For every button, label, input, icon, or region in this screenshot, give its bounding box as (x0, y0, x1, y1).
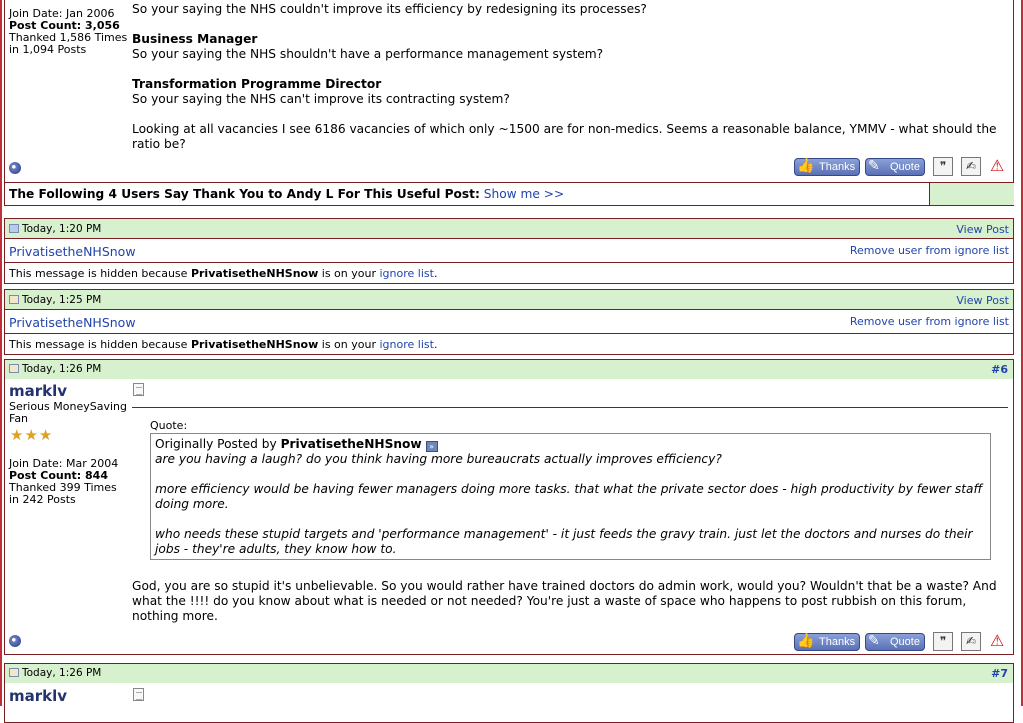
post-heading: Business Manager (132, 32, 258, 46)
thanks-bar-text: The Following 4 Users Say Thank You to Andy L For This Useful Post: (9, 187, 480, 201)
thanks-bar-cell (929, 183, 1014, 205)
thanks-label: Thanks (819, 161, 856, 173)
post-line: So your saying the NHS can't improve its contracting system? (132, 92, 510, 106)
quote-button[interactable] (865, 158, 925, 176)
post-header (5, 664, 1013, 683)
post-icon (9, 224, 19, 233)
thanked-count: Thanked 399 Times (9, 481, 117, 494)
post-line: So your saying the NHS couldn't improve its efficiency by redesigning its processes? (132, 2, 647, 16)
ignore-list-link[interactable]: ignore list (379, 338, 434, 351)
post-icon (9, 295, 19, 304)
edit-post-icon[interactable]: ✍ (961, 632, 981, 651)
post-header (5, 290, 1013, 310)
user-info (9, 458, 129, 506)
quote-icon: ✎ (868, 157, 880, 173)
online-status-icon (9, 635, 21, 647)
post-divider (132, 407, 1008, 408)
username-link[interactable]: marklv (9, 687, 68, 705)
post-document-icon (133, 383, 144, 396)
post-header (5, 219, 1013, 239)
user-info (9, 8, 129, 56)
join-date: Join Date: Jan 2006 (9, 7, 115, 20)
ignored-post (4, 289, 1014, 355)
thanked-posts: in 1,094 Posts (9, 43, 87, 56)
username-link[interactable]: marklv (9, 382, 68, 400)
post-heading: Transformation Programme Director (132, 77, 382, 91)
quote-label: Quote: (150, 419, 188, 432)
online-status-icon (9, 162, 21, 174)
quote-button[interactable] (865, 633, 925, 651)
multi-quote-icon[interactable]: ❞ (933, 157, 953, 176)
quote-box (150, 433, 991, 560)
star-icon: ★ (24, 426, 39, 444)
edit-post-icon[interactable]: ✍ (961, 157, 981, 176)
quote-icon: ✎ (868, 632, 880, 648)
post-document-icon (133, 688, 144, 701)
view-original-icon[interactable]: » (426, 441, 438, 452)
hidden-message: This message is hidden because PrivatisetheNHSnow is on your ignore list. (9, 338, 438, 351)
report-post-icon[interactable]: ⚠ (990, 631, 1005, 650)
post-5 (4, 0, 1014, 183)
post-number-link[interactable]: #6 (991, 363, 1008, 376)
post-icon (9, 668, 19, 677)
thumbs-up-icon: 👍 (797, 632, 815, 648)
post-count: Post Count: 844 (9, 469, 108, 482)
quote-label: Quote (890, 161, 920, 173)
view-post-link[interactable]: View Post (956, 223, 1009, 236)
ignored-username[interactable]: PrivatisetheNHSnow (9, 315, 136, 330)
quote-label: Quote (890, 636, 920, 648)
thanks-button[interactable] (794, 158, 860, 176)
multi-quote-icon[interactable]: ❞ (933, 632, 953, 651)
view-post-link[interactable]: View Post (956, 294, 1009, 307)
user-rank: Serious MoneySaving Fan (9, 400, 127, 425)
remove-ignore-link[interactable]: Remove user from ignore list (849, 244, 1009, 257)
post-body: God, you are so stupid it's unbelievable. So you would rather have trained doctors do admin work, would you? Wouldn't that be a waste? And what the !!!! do you know about what is needed or not needed? You're just a waste of space who happens to post rubbish on this forum, nothing more. (132, 579, 997, 623)
post-time: Today, 1:20 PM (22, 223, 102, 235)
show-thanks-link[interactable]: Show me >> (483, 187, 565, 201)
thanked-count: Thanked 1,586 Times (9, 31, 128, 44)
star-icon: ★ (10, 426, 25, 444)
thanks-button[interactable] (794, 633, 860, 651)
report-post-icon[interactable]: ⚠ (990, 156, 1005, 175)
post-time: Today, 1:26 PM (22, 667, 102, 679)
post-body (132, 2, 1002, 152)
thanked-posts: in 242 Posts (9, 493, 76, 506)
star-icon: ★ (38, 426, 54, 444)
hidden-username: PrivatisetheNHSnow (190, 267, 319, 280)
post-number-link[interactable]: #7 (991, 667, 1008, 680)
ignored-post (4, 218, 1014, 284)
quote-attribution: Originally Posted by (155, 437, 277, 451)
post-6 (4, 359, 1014, 655)
thanks-bar (4, 182, 1014, 206)
remove-ignore-link[interactable]: Remove user from ignore list (849, 315, 1009, 328)
post-icon (9, 364, 19, 373)
thumbs-up-icon: 👍 (797, 157, 815, 173)
quote-paragraph: who needs these stupid targets and 'performance management' - it just feeds the gravy train. just let the doctors and nurses do their jobs - they're adults, they know how to. (155, 527, 973, 556)
hidden-username: PrivatisetheNHSnow (190, 338, 319, 351)
thanks-label: Thanks (819, 636, 856, 648)
quote-author: PrivatisetheNHSnow (280, 437, 422, 451)
post-time: Today, 1:26 PM (22, 363, 102, 375)
post-line: So your saying the NHS shouldn't have a performance management system? (132, 47, 604, 61)
post-line: Looking at all vacancies I see 6186 vacancies of which only ~1500 are for non-medics. Seems a reasonable balance, YMMV - what should the ratio be? (132, 122, 997, 151)
post-time: Today, 1:25 PM (22, 294, 102, 306)
post-count: Post Count: 3,056 (9, 19, 120, 32)
join-date: Join Date: Mar 2004 (9, 457, 119, 470)
rank-stars (10, 426, 53, 444)
quote-paragraph: more efficiency would be having fewer managers doing more tasks. that what the private sector does - high productivity by fewer staff doing more. (155, 482, 983, 511)
ignore-list-link[interactable]: ignore list (379, 267, 434, 280)
ignored-username[interactable]: PrivatisetheNHSnow (9, 244, 136, 259)
hidden-message: This message is hidden because PrivatisetheNHSnow is on your ignore list. (9, 267, 438, 280)
post-header (5, 360, 1013, 379)
post-7 (4, 663, 1014, 723)
quote-paragraph: are you having a laugh? do you think having more bureaucrats actually improves efficiency? (155, 452, 722, 466)
